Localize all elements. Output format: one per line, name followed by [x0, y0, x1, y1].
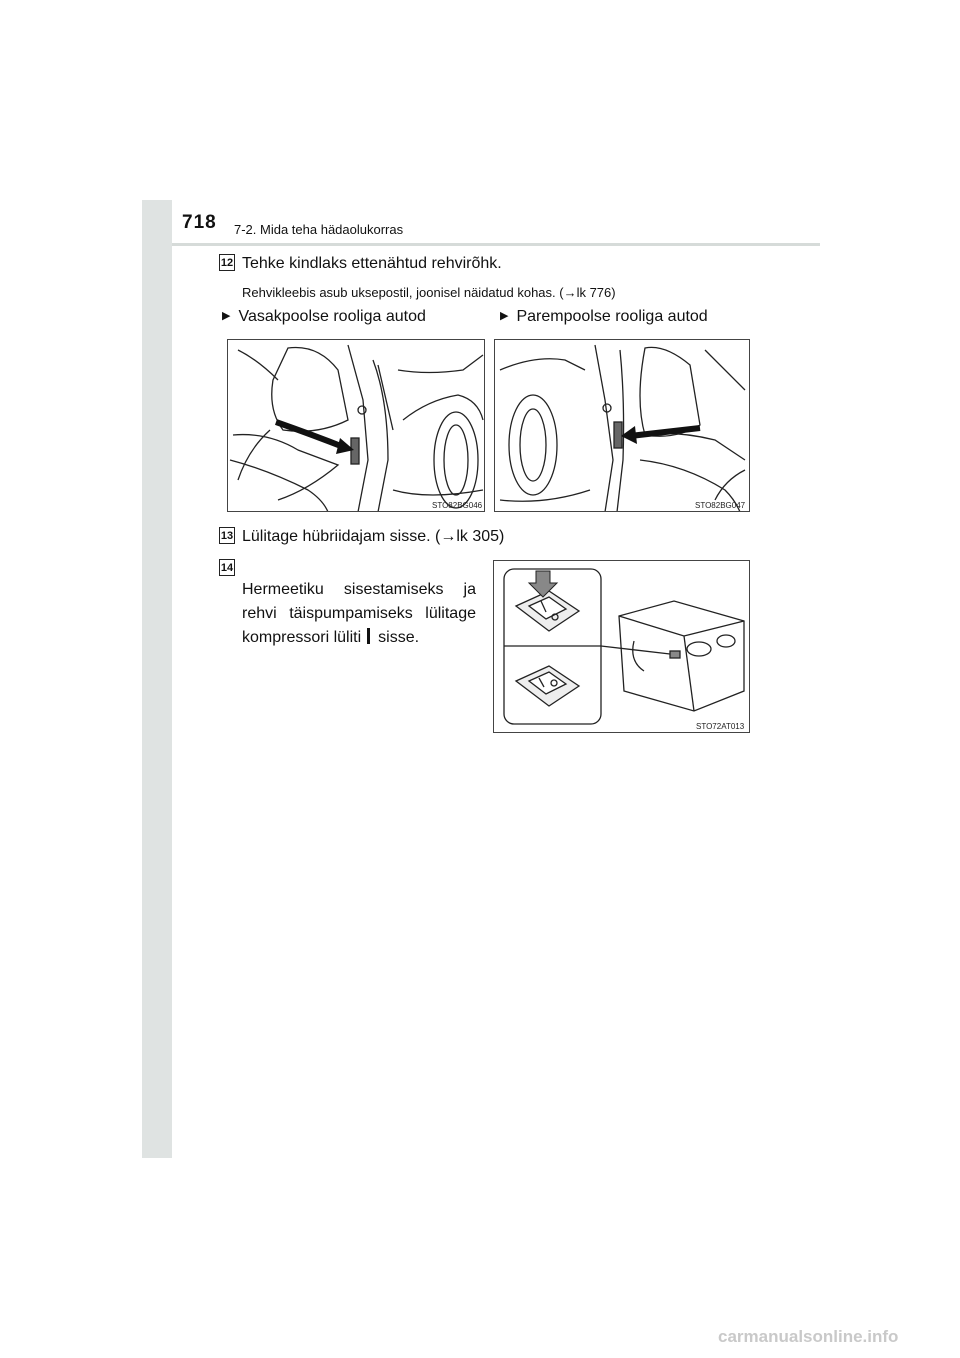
step-badge-14: 14 — [219, 559, 235, 576]
step-12-note: Rehvikleebis asub uksepostil, joonisel näidatud kohas. (→lk 776) — [242, 285, 616, 300]
step-badge-12: 12 — [219, 254, 235, 271]
header-rule — [172, 243, 820, 246]
triangle-right-icon: ▶ — [222, 310, 231, 322]
step-12-text: Tehke kindlaks ettenähtud rehvirõhk. — [242, 255, 502, 272]
variant-left-label: Vasakpoolse rooliga autod — [238, 308, 426, 325]
figure-code-right: STO82BG047 — [695, 501, 746, 510]
sidebar-strip — [142, 200, 172, 1158]
triangle-right-icon: ▶ — [500, 310, 509, 322]
switch-on-symbol-icon — [367, 628, 370, 644]
step-14-line-1: Hermeetiku sisestamiseks ja — [242, 581, 476, 598]
variant-right-hand-drive — [500, 308, 708, 326]
step-13-text: Lülitage hübriidajam sisse. (→lk 305) — [242, 528, 505, 545]
page-number: 718 — [182, 212, 217, 233]
watermark: carmanualsonline.info — [718, 1327, 899, 1346]
door-pillar-illustration-left — [228, 340, 485, 512]
figure-door-pillar-left — [227, 339, 485, 512]
figure-compressor-switch — [493, 560, 750, 733]
figure-code-left: STO82BG046 — [432, 501, 483, 510]
compressor-illustration — [494, 561, 750, 733]
step-14-line-2: rehvi täispumpamiseks lülitage — [242, 605, 476, 622]
step-14-text — [242, 578, 476, 650]
variant-right-label: Parempoolse rooliga autod — [516, 308, 708, 325]
step-14-line-3-after: sisse. — [378, 629, 420, 646]
figure-code-compressor: STO72AT013 — [696, 722, 745, 731]
step-14-line-3 — [242, 626, 476, 650]
step-14-line-3-before: kompressori lüliti — [242, 629, 362, 646]
section-title: 7-2. Mida teha hädaolukorras — [234, 222, 404, 237]
figure-door-pillar-right — [494, 339, 750, 512]
variant-left-hand-drive — [222, 308, 426, 326]
step-badge-13: 13 — [219, 527, 235, 544]
door-pillar-illustration-right — [495, 340, 750, 512]
